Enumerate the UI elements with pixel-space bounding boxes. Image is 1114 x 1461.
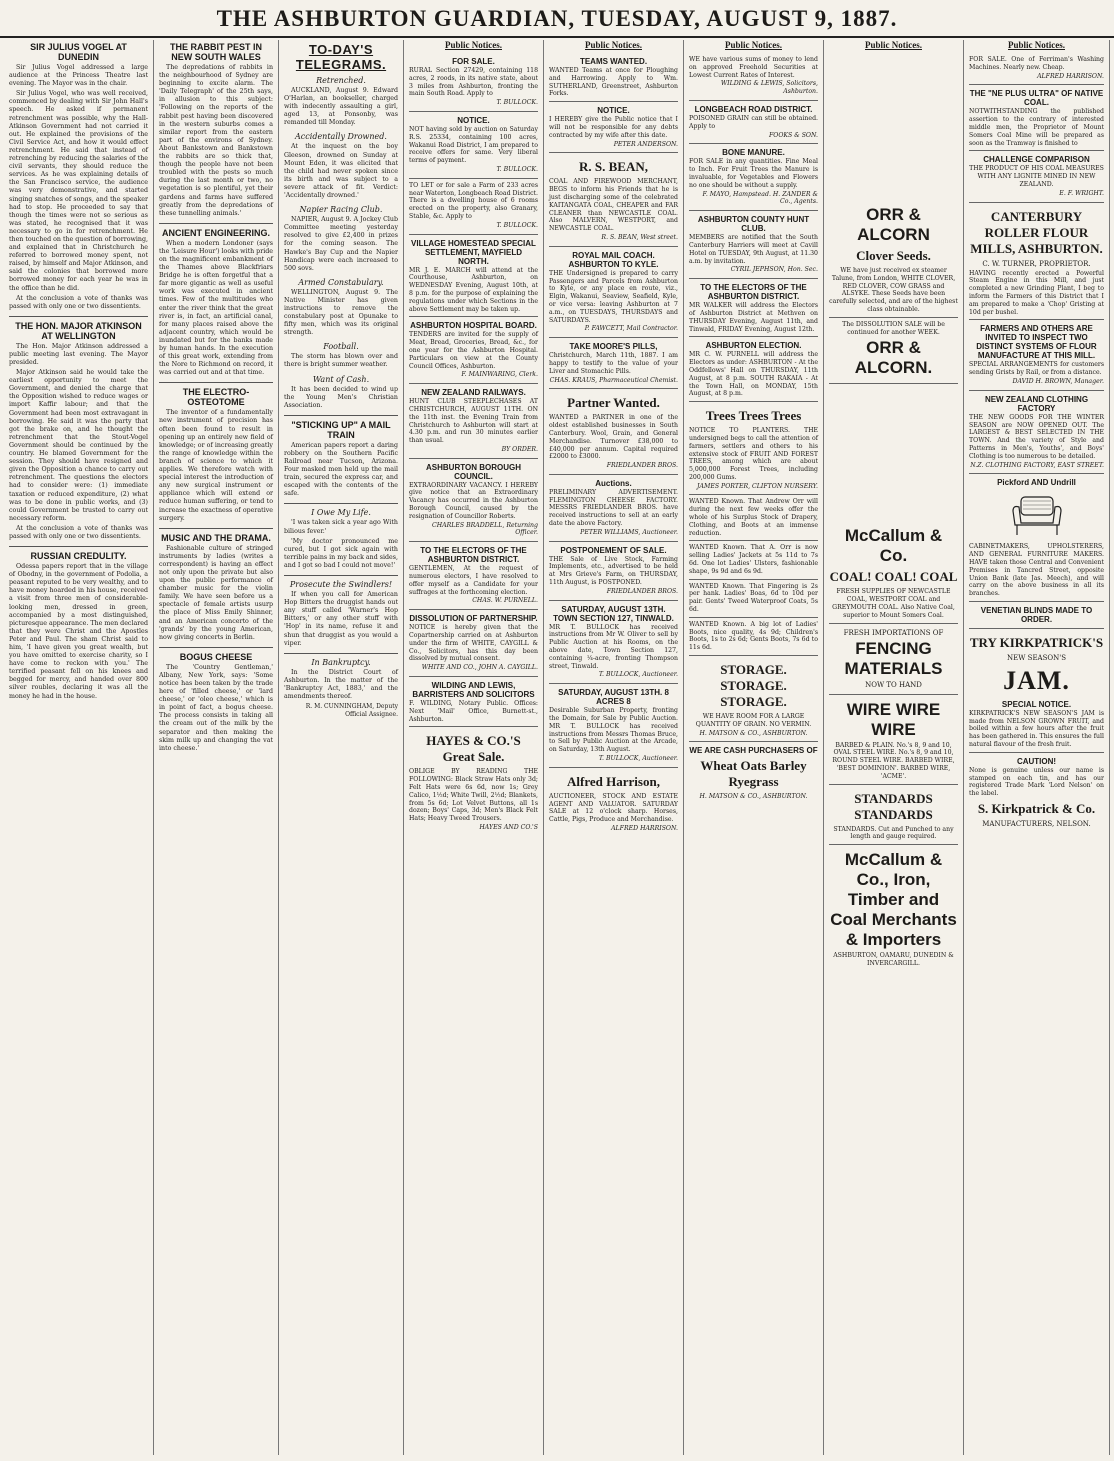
advert-body: WE have just received ex steamer Talune, from London, WHITE CLOVER, RED CLOVER, COW GRASS and ALSYKE. These Seeds have been carefully selected, and are of the highest class obtainable. bbox=[829, 267, 958, 313]
advert-body: TO LET or for sale a Farm of 233 acres near Waterton, Longbeach Road District. There is a dwelling house of 6 rooms erected on the property, also Granary, Stable, &c. Apply to bbox=[409, 181, 538, 220]
advert-heading: NEW ZEALAND CLOTHING FACTORY bbox=[984, 394, 1089, 413]
telegram-item bbox=[284, 278, 398, 338]
advert-standards bbox=[829, 785, 958, 846]
advert-body: Christchurch, March 11th, 1887. I am happy to testify to the value of your Liver and Stomachic Pills. bbox=[549, 352, 678, 375]
advert-heading: CAUTION! bbox=[1016, 756, 1057, 766]
advert bbox=[689, 495, 818, 541]
advert-body: WE HAVE ROOM FOR A LARGE QUANTITY OF GRAIN. NO VERMIN. bbox=[695, 713, 812, 728]
column-heading: Public Notices. bbox=[865, 40, 922, 50]
advert-brand: WIRE WIRE WIRE bbox=[846, 699, 941, 739]
article-paragraph: The storm has blown over and there is bright summer weather. bbox=[284, 353, 398, 369]
advert-signature: P. FAWCETT, Mail Contractor. bbox=[584, 325, 678, 333]
advert-body: WANTED Known. A big lot of Ladies' Boots, nice quality, 4s 9d; Children's Boots, 1s to 2s 6d; Gents Boots, 7s 6d to 11s 6d. bbox=[689, 620, 818, 652]
article-heading: THE HON. MAJOR ATKINSON AT WELLINGTON bbox=[15, 320, 142, 341]
article-paragraph: When a modern Londoner (says the 'Leisure Hour') looks with pride on the magnificent embankment of the Thames above Blackfriars Bridge he is often forgetful that a far more gigantic as well as useful work was executed in ancient times. Few of the multitudes who enter the river think that the great river is, in fact, an artificial canal, for many places raised above the adjacent country, which would be inundated but for the banks made by human hands. In the execution of this great work, extending from the Nore to Richmond on record, it was carried out and at that time. bbox=[159, 239, 273, 377]
article-paragraph: 'My doctor pronounced me cured, but I got sick again with terrible pains in my back and sides, and I got so bad I could not move!' bbox=[284, 537, 398, 569]
column-6 bbox=[684, 40, 824, 1455]
advert-heading: DISSOLUTION OF PARTNERSHIP. bbox=[409, 614, 538, 624]
advert-body: MR T. BULLOCK has received instructions from Mr W. Oliver to sell by Public Auction at his Rooms, on the above date, Town Section 127, containing ¼-acre, fronting Thompson street, Tinwald. bbox=[549, 623, 678, 670]
advert bbox=[549, 542, 678, 601]
article-russian-credulity bbox=[9, 551, 148, 701]
telegram-heading: Football. bbox=[323, 342, 359, 352]
article-heading: MUSIC AND THE DRAMA. bbox=[161, 532, 271, 543]
advert bbox=[409, 317, 538, 384]
article-heading: THE RABBIT PEST IN NEW SOUTH WALES bbox=[169, 42, 262, 62]
divider bbox=[9, 546, 148, 547]
advert-body: The DISSOLUTION SALE will be continued for another WEEK. bbox=[842, 320, 945, 336]
advert-body: WANTED Known. That Fingering is 2s per hank. Ladies' Boas, 6d to 10d per pair. Gents' Tweed Waterproof Coats, 5s 6d. bbox=[689, 582, 818, 614]
advert-signature: T. BULLOCK, Auctioneer. bbox=[598, 755, 678, 763]
advert-heading: HAYES & CO.'S Great Sale. bbox=[426, 733, 521, 765]
masthead bbox=[0, 0, 1114, 38]
advert-heading: CANTERBURY ROLLER FLOUR MILLS, ASHBURTON. bbox=[970, 208, 1103, 256]
article-paragraph: At the conclusion a vote of thanks was passed with only one or two dissentients. bbox=[9, 294, 148, 310]
notice-bankruptcy bbox=[284, 658, 398, 719]
advert-mccallum-iron bbox=[829, 845, 958, 971]
advert bbox=[409, 179, 538, 235]
advert-heading: ASHBURTON ELECTION. bbox=[705, 341, 802, 351]
divider bbox=[159, 223, 273, 224]
article-paragraph: Odessa papers report that in the village of Obodny, in the government of Podolia, a peasant reputed to be very wealthy, and to have money hoarded in his house, received a visit from three men of considerable-looking men, dressed in green, accompanied by a most distinguished, picturesque appearance. The men declared that they were Christ and the Apostles Peter and Paul. The sham Christ said to him, 'I have given you great wealth, but you have omitted to exercise charity, so I have come to reckon with you.' The terrified peasant fell on his knees and begged for mercy, and handed over 800 silver roubles, declaring it was all the money he had in the house. bbox=[9, 563, 148, 700]
column-heading: Public Notices. bbox=[725, 40, 782, 50]
advert-brand: FENCING MATERIALS bbox=[844, 638, 943, 678]
advert bbox=[689, 580, 818, 618]
advert-body: FOR SALE in any quantities. Fine Meal to Inch. For Fruit Trees the Manure is invaluable, for Vegetables and Flowers no one should be without a supply. bbox=[689, 158, 818, 189]
advert-heading: NOTICE. bbox=[597, 106, 630, 116]
advert-brand: TRY KIRKPATRICK'S bbox=[969, 634, 1104, 650]
advert-signature: JAMES PORTER, CLIFTON NURSERY. bbox=[697, 482, 818, 490]
article-paragraph: It has been decided to wind up the Young Men's Christian Association. bbox=[284, 385, 398, 409]
article-heading: BOGUS CHEESE bbox=[179, 651, 253, 662]
advert-brand: McCallum & Co. bbox=[844, 526, 943, 566]
advert-fencing bbox=[829, 624, 958, 695]
advert-body: Wheat Oats Barley Ryegrass bbox=[700, 758, 807, 790]
advert-signature: N.Z. CLOTHING FACTORY, EAST STREET. bbox=[970, 461, 1104, 469]
article-music-drama bbox=[159, 533, 273, 642]
advert-subheading: C. W. TURNER, PROPRIETOR. bbox=[982, 259, 1091, 268]
telegram-item bbox=[284, 76, 398, 127]
divider bbox=[159, 382, 273, 383]
article-mail-train bbox=[284, 420, 398, 499]
column-7 bbox=[824, 40, 964, 1455]
advert-jam: JAM. bbox=[1003, 665, 1070, 695]
advert-body: None is genuine unless our name is stamped on each tin, and has our registered Trade Mark 'Lord Nelson' on the label. bbox=[969, 766, 1104, 798]
telegram-heading: Armed Constabulary. bbox=[298, 277, 384, 287]
advert-body: OBLIGE BY READING THE FOLLOWING: Black Straw Hats only 3d; Felt Hats were 6s 6d, now 1s; Grey Calico, 1½d; White Twill, 2½d; Blankets, from 5s 6d; Lot Velvet Buttons, all 1s dozen; Boys' Caps, 3d; Men's Black Felt Hats; Heavy Tweed Trousers. bbox=[409, 768, 538, 823]
advert-heading: THE "NE PLUS ULTRA" OF NATIVE COAL. bbox=[969, 89, 1104, 108]
advert-signature: R. S. BEAN, West street. bbox=[601, 233, 678, 241]
article-heading: SIR JULIUS VOGEL AT DUNEDIN bbox=[30, 42, 127, 62]
article-paragraph: In the District Court of Ashburton. In the matter of the 'Bankruptcy Act, 1883,' and the amendments thereof. bbox=[284, 668, 398, 700]
article-paragraph: Sir Julius Vogel addressed a large audience at the Princess Theatre last evening. The Mayor was in the chair. bbox=[9, 64, 148, 88]
advert-body: TENDERS are invited for the supply of Meat, Bread, Groceries, Bread, &c., for one year for the Ashburton Hospital. Particulars on view at the County Council Offices, Ashburton. bbox=[409, 331, 538, 370]
advert-signature: FOOKS & SON. bbox=[768, 131, 818, 139]
advert-body: MR WALKER will address the Electors of Ashburton District at Methven on THURSDAY Evening, August 11th, and Tinwald, FRIDAY Evening, August 12th. bbox=[689, 302, 818, 333]
newspaper-title: THE ASHBURTON GUARDIAN, TUESDAY, AUGUST 9, 1887. bbox=[216, 6, 898, 31]
advert bbox=[969, 85, 1104, 151]
advert-body: WANTED Teams at once for Ploughing and Harrowing. Apply to Wm. SUTHERLAND, Greenstreet, Ashburton Forks. bbox=[549, 67, 678, 98]
divider bbox=[284, 653, 398, 654]
article-electro-osteotome bbox=[159, 387, 273, 522]
advert-body: I HEREBY give the Public notice that I will not be responsible for any debts contracted by my wife after this date. bbox=[549, 116, 678, 139]
advert bbox=[409, 235, 538, 318]
advert-heading: SATURDAY, AUGUST 13TH. TOWN SECTION 127, TINWALD. bbox=[553, 604, 674, 623]
divider bbox=[159, 647, 273, 648]
article-paragraph: The 'Country Gentleman,' Albany, New York, says: 'Some notice has been taken by the trade here of 'filled cheese,' or 'lard cheese,' or 'oleo cheese,' which is in point of fact, a bogus cheese. The process consists in taking all the cream out of the milk by the separator and then making the skim milk up and changing the vat into cheese.' bbox=[159, 663, 273, 752]
advert bbox=[689, 53, 818, 101]
advert bbox=[689, 618, 818, 656]
advert-signature: FRIEDLANDER BROS. bbox=[606, 587, 678, 595]
advert-swindlers bbox=[284, 580, 398, 648]
divider bbox=[284, 575, 398, 576]
article-heading: THE ELECTRO-OSTEOTOME bbox=[182, 387, 250, 408]
advert bbox=[969, 53, 1104, 85]
advert-body: FOR SALE. One of Ferriman's Washing Machines. Nearly new. Cheap. bbox=[969, 56, 1104, 71]
article-atkinson bbox=[9, 321, 148, 541]
article-heading: In Bankruptcy. bbox=[311, 657, 371, 667]
article-paragraph: At the conclusion a vote of thanks was passed with only one or two dissentients. bbox=[9, 524, 148, 540]
advert-heading: SATURDAY, AUGUST 13TH. 8 ACRES 8 bbox=[558, 688, 669, 707]
article-paragraph: WELLINGTON, August 9. The Native Minister has given instructions to remove the constabulary post at Opunake to fifty men, which was its original strength. bbox=[284, 288, 398, 337]
article-heading: I Owe My Life. bbox=[311, 508, 371, 518]
advert-heading: ROYAL MAIL COACH. ASHBURTON TO KYLE. bbox=[568, 250, 659, 269]
advert-body: KIRKPATRICK'S NEW SEASON'S JAM is made from NELSON GROWN FRUIT, and boiled within a few hours after the fruit has been gathered in. This ensures the full natural flavour of the fresh fruit. bbox=[969, 709, 1104, 749]
advert bbox=[409, 459, 538, 543]
advert-partner-wanted bbox=[549, 389, 678, 475]
telegram-item bbox=[284, 205, 398, 273]
advert bbox=[409, 610, 538, 677]
advert-heading: Partner Wanted. bbox=[567, 395, 660, 411]
advert-body: NOTWITHSTANDING the published assertion to the contrary of interested middle men, the Proprietor of Mount Somers Coal Mine will be prepared as soon as the Tramway is finished to bbox=[969, 108, 1104, 147]
column-3 bbox=[279, 40, 404, 1455]
advert-wire bbox=[829, 695, 958, 785]
advert-heading: STANDARDS STANDARDS bbox=[854, 790, 933, 822]
telegram-item bbox=[284, 132, 398, 200]
telegram-item bbox=[284, 375, 398, 410]
advert-orr-alcorn bbox=[829, 53, 958, 318]
advert-body: CABINETMAKERS, UPHOLSTERERS, AND GENERAL FURNITURE MAKERS. HAVE taken those Central and Convenient Premises in Tancred Street, opposite Union Bank (late Jas. Meech), and will carry on the above business in all its branches. bbox=[969, 543, 1104, 598]
advert-signature: CHARLES BRADDELL, Returning Officer. bbox=[431, 521, 538, 537]
advert-signature: T. BULLOCK, Auctioneer. bbox=[598, 671, 678, 679]
advert-body: COAL AND FIREWOOD MERCHANT, BEGS to inform his Friends that he is just discharging some of the celebrated KAITANGATA COAL, CHEAPER and FAR CLEANER than NEWCASTLE COAL. Also MALVERN, WESTPORT, and NEWCASTLE COAL. bbox=[549, 178, 678, 233]
column-heading: Public Notices. bbox=[1008, 40, 1065, 50]
advert bbox=[689, 144, 818, 211]
advert bbox=[409, 112, 538, 179]
advert-signature: WHITE AND CO., JOHN A. CAYGILL. bbox=[421, 664, 538, 672]
advert-signature: H. MATSON & CO., ASHBURTON. bbox=[699, 729, 808, 737]
advert-bean bbox=[549, 153, 678, 246]
telegram-heading: Accidentally Drowned. bbox=[295, 132, 387, 142]
article-paragraph: American papers report a daring robbery on the Southern Pacific Railroad near Tucson, Arizona. Four masked men held up the mail train, secured the express car, and escaped with the contents of the safe. bbox=[284, 441, 398, 498]
advert-signature: F. MAINWARING, Clerk. bbox=[461, 371, 538, 379]
advert-body: BARBED & PLAIN. No.'s 8, 9 and 10, OVAL STEEL WIRE. No.'s 8, 9 and 10, ROUND STEEL WIRE. BARBED WIRE, 'BEST DOMINION'. BARBED WIRE, 'ACME'. bbox=[832, 741, 955, 780]
advert-body: Desirable Suburban Property, fronting the Domain, for Sale by Public Auction. MR T. BULLOCK has received instructions from Messrs Thomas Bruce, to Sell by Public Auction at the Arcade, on Saturday, 13th August. bbox=[549, 707, 678, 754]
advert-heading: SPECIAL NOTICE. bbox=[1001, 699, 1072, 709]
advert-heading: TAKE MOORE'S PILLS, bbox=[569, 342, 658, 352]
advert bbox=[689, 279, 818, 337]
column-5 bbox=[544, 40, 684, 1455]
advert-brand: S. Kirkpatrick & Co. bbox=[977, 801, 1096, 817]
advert-body: THE Sale of Live Stock, Farming Implements, etc., advertised to be held at Mrs Grieve's Farm, on THURSDAY, 11th August, is POSTPONED. bbox=[549, 555, 678, 587]
advert-signature: FRIEDLANDER BROS. bbox=[606, 462, 678, 470]
advert-body: AUCTIONEER, STOCK AND ESTATE AGENT AND VALUATOR. SATURDAY SALE at 12 o'clock sharp. Horses, Cattle, Pigs, Produce and Merchandise. bbox=[549, 792, 678, 824]
article-paragraph: At the inquest on the boy Gleeson, drowned on Sunday at Mount Eden, it was elicited that the child had never spoken since its birth and was subject to a severe attack of fit. Verdict: 'Accidentally drowned.' bbox=[284, 143, 398, 200]
advert-kirkpatrick-jam bbox=[969, 629, 1104, 753]
advert-dissolution bbox=[829, 318, 958, 385]
advert-heading: VENETIAN BLINDS MADE TO ORDER. bbox=[980, 605, 1093, 624]
advert-signature: MANUFACTURERS, NELSON. bbox=[982, 820, 1091, 829]
advert bbox=[549, 53, 678, 102]
advert-body: POISONED GRAIN can still be obtained. Apply to bbox=[689, 114, 818, 130]
advert-heading: ASHBURTON BOROUGH COUNCIL. bbox=[426, 462, 521, 481]
advert-mccallum-coal bbox=[829, 384, 958, 623]
article-paragraph: Fashionable culture of stringed instruments by ladies (writes a correspondent) is having an effect not only upon the private but also upon the public performance of chamber music for the violin family. We have seen before us a spectacle of female artists usurp the place of Miss Emily Shinner, and an American concerto of the 'grands' by the young American, now giving concerts in Berlin. bbox=[159, 544, 273, 641]
article-paragraph: If when you call for American Hop Bitters the druggist hands out any stuff called 'Warner's Hop Bitters,' or any other stuff with 'Hop' in its name, refuse it and shun that druggist as you would a viper. bbox=[284, 591, 398, 647]
advert-alfred-harrison bbox=[549, 768, 678, 837]
advert-heading: FARMERS AND OTHERS ARE INVITED TO INSPECT TWO DISTINCT SYSTEMS OF FLOUR MANUFACTURE AT THIS MILL. bbox=[976, 324, 1097, 361]
advert-heading: NEW ZEALAND RAILWAYS. bbox=[421, 388, 526, 398]
advert-heading: WE ARE CASH PURCHASERS OF bbox=[689, 746, 818, 756]
advert-heading: Auctions. bbox=[595, 478, 632, 488]
advert bbox=[969, 151, 1104, 202]
advert-heading: TO THE ELECTORS OF THE ASHBURTON DISTRICT. bbox=[700, 283, 807, 302]
advert bbox=[689, 101, 818, 144]
advert-body: WANTED Known. That Andrew Orr will during the next few weeks offer the whole of his Surplus Stock of Drapery, Clothing, and Boots at an immense reduction. bbox=[689, 498, 818, 537]
advert bbox=[689, 541, 818, 579]
advert-body: MR C. W. PURNELL will address the Electors as under: ASHBURTON - At the Oddfellows' Hall on THURSDAY, 11th August, at 8 p.m. SOUTH RAKAIA - At the Town Hall, on MONDAY, 15th August, at 8 p.m. bbox=[689, 351, 818, 398]
advert-body: WANTED Known. That A. Orr is now selling Ladies' Jackets at 5s 11d to 7s 6d. One lot Ladies' Ulsters, fashionable shape, 9s 9d and 6s 9d. bbox=[689, 544, 818, 575]
article-paragraph: AUCKLAND, August 9. Edward O'Harlan, an bookseller, charged with indecently assaulting a girl, aged 13, at Ponsonby, was remanded till Monday. bbox=[284, 87, 398, 127]
advert-signature: H. MATSON & CO., ASHBURTON. bbox=[699, 793, 808, 801]
advert-body: NOTICE is hereby given that the Copartnership carried on at Ashburton under the firm of WHITE, CAYGILL & Co., Solicitors, has this day been dissolved by mutual consent. bbox=[409, 624, 538, 663]
divider bbox=[284, 503, 398, 504]
advert-signature: CHAS. W. PURNELL. bbox=[472, 597, 538, 605]
column-4 bbox=[404, 40, 544, 1455]
advert-roller-mills bbox=[969, 203, 1104, 321]
advert-body: F. WILDING, Notary Public. Offices: Next 'Mail' Office, Burnett-st., Ashburton. bbox=[409, 700, 538, 723]
telegram-heading: Napier Racing Club. bbox=[299, 205, 383, 215]
divider bbox=[9, 316, 148, 317]
advert-body: WANTED a PARTNER in one of the oldest established businesses in South Canterbury. Wool, Grain, and General Merchandise. Turnover £38,000 to £40,000 per annum. Capital required £2000 to £3000. bbox=[549, 414, 678, 461]
article-heading: "STICKING UP" A MAIL TRAIN bbox=[291, 419, 391, 440]
advert-signature: T. BULLOCK. bbox=[496, 165, 538, 173]
advert-body: NOTICE TO PLANTERS. THE undersigned begs to call the attention of farmers, settlers and others to his extensive stock of FRUIT AND FOREST TREES, among which are about 5,000,000 Forest Trees, including 200,000 Gums. bbox=[689, 427, 818, 481]
advert-heading: Alfred Harrison, bbox=[567, 773, 660, 789]
article-heading: RUSSIAN CREDULITY. bbox=[30, 551, 127, 562]
article-vogel bbox=[9, 42, 148, 311]
advert-brand: ORR & ALCORN. bbox=[854, 338, 933, 378]
advert-body: MEMBERS are notified that the South Canterbury Harriers will meet at Cavill Hotel on TUESDAY, 9th August, at 11.30 a.m. by invitation. bbox=[689, 234, 818, 265]
advert bbox=[549, 338, 678, 389]
article-rabbit-pest bbox=[159, 42, 273, 218]
article-heading: Prosecute the Swindlers! bbox=[289, 580, 393, 590]
divider bbox=[284, 415, 398, 416]
advert bbox=[689, 211, 818, 279]
advert bbox=[549, 247, 678, 338]
advert-heading: FRESH IMPORTATIONS OF bbox=[843, 628, 944, 637]
advert bbox=[409, 677, 538, 727]
advert-venetian-blinds bbox=[969, 602, 1104, 629]
article-paragraph: 'I was taken sick a year ago With bilious fever.' bbox=[284, 519, 398, 535]
advert-signature: DAVID H. BROWN, Manager. bbox=[1012, 377, 1104, 385]
advert-body: HUNT CLUB STEEPLECHASES AT CHRISTCHURCH, AUGUST 11TH. ON the 11th inst. the Evening Train from Christchurch to Ashburton will start at 4.30 p.m. and run 30 minutes earlier than usual. bbox=[409, 398, 538, 445]
advert bbox=[549, 475, 678, 542]
article-paragraph: The Hon. Major Atkinson addressed a public meeting last evening. The Mayor presided. bbox=[9, 342, 148, 366]
article-paragraph: The depredations of rabbits in the neighbourhood of Sydney are beginning to excite alarm. The 'Daily Telegraph' of the 25th says, in allusion to this subject: 'Following on the reports of the rabbit pest having been discovered in the western suburbs comes a similar report from the eastern part of the environs of Sydney. About Bankstown and Bankstown the rabbits are so thick that, though the people have not been troubled with the pests so much during the last month or two, no vegetation is so plentiful, yet their gardens and farms have suffered greatly from the depredations of these tunnelling animals.' bbox=[159, 64, 273, 217]
advert-signature: WILDING & LEWIS, Solicitors, Ashburton. bbox=[720, 80, 818, 96]
advert-heading: WILDING AND LEWIS, BARRISTERS AND SOLICITORS bbox=[412, 681, 535, 700]
advert-hayes-sale bbox=[409, 727, 538, 835]
telegram-item bbox=[284, 342, 398, 369]
column-heading: Public Notices. bbox=[585, 40, 642, 50]
signature: R. M. CUNNINGHAM, Deputy Official Assignee. bbox=[305, 703, 398, 718]
advert-signature: BY ORDER. bbox=[501, 445, 538, 453]
advert-heading: COAL! COAL! COAL bbox=[829, 569, 958, 585]
advert-signature: T. BULLOCK. bbox=[496, 99, 538, 107]
advert-signature: E. F. WRIGHT. bbox=[1059, 189, 1104, 197]
advert bbox=[549, 601, 678, 685]
column-heading: Public Notices. bbox=[445, 40, 502, 50]
advert-signature: F. MAYO, Hampstead. H. ZANDER & Co., Agents. bbox=[702, 190, 818, 206]
column-1 bbox=[4, 40, 154, 1455]
advert-body: RURAL Section 27429, containing 118 acres, 2 roods, in its native state, about 3 miles from Ashburton, fronting the main South Road. Apply to bbox=[409, 67, 538, 98]
advert-body: FRESH SUPPLIES OF NEWCASTLE COAL, WESTPORT COAL and GREYMOUTH COAL. Also Native Coal, superior to Mount Somers Coal. bbox=[832, 588, 955, 619]
advert bbox=[549, 102, 678, 153]
advert-cash-purchasers bbox=[689, 742, 818, 805]
advert-signature: T. BULLOCK. bbox=[496, 221, 538, 229]
column-8 bbox=[964, 40, 1110, 1455]
advert-signature: PETER ANDERSON. bbox=[613, 140, 678, 148]
advert-trees bbox=[689, 402, 818, 495]
advert-heading: TEAMS WANTED. bbox=[579, 57, 648, 66]
advert-subheading: NEW SEASON'S bbox=[1007, 653, 1066, 662]
advert-brand: ORR & ALCORN bbox=[857, 205, 930, 244]
advert-signature: CYRIL JEPHSON, Hon. Sec. bbox=[730, 266, 818, 274]
advert-caution bbox=[969, 753, 1104, 833]
advert-signature: ALFRED HARRISON. bbox=[611, 825, 678, 832]
advert-body: THE NEW GOODS FOR THE WINTER SEASON are NOW OPENED OUT. The LARGEST & BEST SELECTED IN THE TOWN. And the variety of Style and Patterns in Men's, Youths', and Boys' Clothing is too numerous to be detailed. bbox=[969, 413, 1104, 460]
article-paragraph: Major Atkinson said he would take the earliest opportunity to meet the Government, and denied the charge that the Opposition wished to reduce wages or import Kaffir labour; and that the Government had been most extravagant in borrowing. He said it was the party that got the brake on, and he thought the retrenchment that the Stout-Vogel Government should be continued by the country. He blamed Government for the session. They should have resigned and given the Opposition a chance to carry out retrenchment. The questions the electors had to consider were: (1) immediate taxation or reduced expenditure, (2) what was to be done in public works, and (3) could Government be trusted to carry out necessary reform. bbox=[9, 369, 148, 522]
advert-body: WE have various sums of money to lend on approved Freehold Securities at Lowest Current Rates of Interest. bbox=[689, 56, 818, 79]
article-paragraph: NAPIER, August 9. A Jockey Club Committee meeting yesterday resolved to give £2,400 in prizes for the coming season. The Hawke's Bay Cup and the Napier Handicap were each increased to 500 sovs. bbox=[284, 216, 398, 272]
advert-body: STANDARDS. Cut and Punched to any length and gauge required. bbox=[833, 825, 954, 841]
advert-body: SPECIAL ARRANGEMENTS for customers sending Grists by Rail, or from a distance. bbox=[969, 361, 1104, 377]
article-paragraph: Sir Julius Vogel, who was well received, commenced by dealing with Sir John Hall's speech. He asked if permanent retrenchment was possible, why the Hall-Atkinson Government had not carried it out. He explained the provisions of the Civil Service Act, and how it would effect retrenchment. He said that instead of retrenching by reducing the salaries of the civil servants, they should reduce the services. As he was explaining details of the San Francisco service, the audience was very demonstrative, and started singing snatches of songs, and the speaker had to stop. He proceeded to say that though the times were not so serious as was stated, he recognised that it was necessary to go in for retrenchment. He then touched on the question of borrowing, and explained that in Christchurch he referred to borrowed money spent, not raised, by himself and Major Atkinson, and said the colonies that borrowed more borrowed money for each year he was in the office than he did. bbox=[9, 90, 148, 292]
advert-body: PRELIMINARY ADVERTISEMENT. FLEMINGTON CHEESE FACTORY. MESSRS FRIEDLANDER BROS. have received instructions to sell at an early date the above Factory. bbox=[549, 488, 678, 528]
telegrams-title: TO-DAY'S TELEGRAMS. bbox=[295, 42, 387, 72]
advert-heading: POSTPONEMENT OF SALE. bbox=[560, 545, 667, 555]
advert-body: EXTRAORDINARY VACANCY. I HEREBY give notice that an Extraordinary Vacancy has occurred in the Ashburton Borough Council, caused by the resignation of Councillor Roberts. bbox=[409, 481, 538, 520]
telegram-heading: Want of Cash. bbox=[312, 374, 370, 384]
advert-body: THE PRODUCT OF HIS COAL MEASURES WITH ANY LIGNITE MINED IN NEW ZEALAND. bbox=[969, 165, 1104, 188]
divider bbox=[159, 528, 273, 529]
advert bbox=[409, 542, 538, 610]
advert-body: GENTLEMEN, At the request of numerous electors, I have resolved to offer myself as a Candidate for your suffrages at the forthcoming election. bbox=[409, 565, 538, 596]
column-2 bbox=[154, 40, 279, 1455]
advert-signature: HAYES AND CO.'S bbox=[479, 824, 538, 831]
advert-brand: McCallum & Co., Iron, Timber and Coal Merchants & Importers bbox=[830, 850, 957, 950]
article-paragraph: The inventor of a fundamentally new instrument of precision has often been found to result in opening up an entirely new field of knowledge; or of increasing greatly the range of knowledge within the branch of science to which it applies. We therefore watch with special interest the introduction of any new surgical instrument or appliance which will extend or reduce human suffering, or tend to increase the exactness of operative surgery. bbox=[159, 409, 273, 522]
advert-body: THE Undersigned is prepared to carry Passengers and Parcels from Ashburton to Kyle, or any place en route, viz., Elgin, Wakanui, Seaview, Seafield, Kyle, or vice versa: leaving Ashburton at 7 a.m., on TUESDAYS, THURSDAYS and SATURDAYS. bbox=[549, 269, 678, 324]
advert bbox=[409, 384, 538, 459]
advert-heading: Pickford AND Undrill bbox=[997, 478, 1076, 488]
advert bbox=[409, 53, 538, 112]
advert-heading: ASHBURTON COUNTY HUNT CLUB. bbox=[697, 215, 810, 234]
article-ancient-engineering bbox=[159, 228, 273, 378]
advert bbox=[689, 337, 818, 402]
advert-body: HAVING recently erected a Powerful Steam Engine in this Mill, and just completed a new Grinding Plant, I beg to inform the Farmers of this District that I am prepared to make a 'Chop' Gristing at 10d per bushel. bbox=[969, 269, 1104, 316]
advert-heading: CHALLENGE COMPARISON bbox=[983, 155, 1090, 165]
advert-pickford-undrill bbox=[969, 474, 1104, 602]
advert-heading: FOR SALE. bbox=[452, 57, 495, 66]
advert-heading: Clover Seeds. bbox=[856, 248, 931, 263]
article-bogus-cheese bbox=[159, 652, 273, 753]
advert-heading: Trees Trees Trees bbox=[705, 408, 802, 424]
advert-body: NOT having sold by auction on Saturday R.S. 25334, containing 100 acres, Wakanui Road District, I am prepared to receive offers for same. Very liberal terms of payment. bbox=[409, 125, 538, 165]
advert-body: NOW TO HAND bbox=[865, 680, 922, 689]
advert bbox=[549, 684, 678, 768]
advert-body: ASHBURTON, OAMARU, DUNEDIN & INVERCARGILL. bbox=[833, 952, 954, 967]
advert bbox=[969, 320, 1104, 390]
advert-i-owe-my-life bbox=[284, 508, 398, 570]
article-heading: ANCIENT ENGINEERING. bbox=[161, 227, 270, 238]
advert-body: MR J. E. MARCH will attend at the Courthouse, Ashburton, on WEDNESDAY Evening, August 10th, at 8 p.m. for the purpose of explaining the regulations under which Sections in the above Settlement may be taken up. bbox=[409, 266, 538, 313]
advert-heading: LONGBEACH ROAD DISTRICT. bbox=[694, 104, 813, 114]
advert-heading: NOTICE. bbox=[457, 115, 490, 125]
advert-signature: CHAS. KRAUS, Pharmaceutical Chemist. bbox=[549, 376, 678, 384]
advert-heading: BONE MANURE. bbox=[722, 148, 785, 158]
advert-signature: ALFRED HARRISON. bbox=[1037, 72, 1104, 80]
advert-heading: TO THE ELECTORS OF THE ASHBURTON DISTRICT. bbox=[420, 546, 527, 565]
advert-heading: R. S. BEAN, bbox=[579, 159, 648, 175]
telegram-heading: Retrenched. bbox=[316, 76, 366, 85]
advert-clothing-factory bbox=[969, 391, 1104, 475]
advert-storage bbox=[689, 656, 818, 742]
advert-heading: VILLAGE HOMESTEAD SPECIAL SETTLEMENT, MAYFIELD NORTH. bbox=[411, 238, 536, 266]
advert-signature: PETER WILLIAMS, Auctioneer. bbox=[580, 528, 678, 536]
advert-heading: STORAGE. STORAGE. STORAGE. bbox=[720, 662, 787, 710]
advert-heading: ASHBURTON HOSPITAL BOARD. bbox=[410, 321, 537, 331]
armchair-icon bbox=[1007, 493, 1067, 537]
